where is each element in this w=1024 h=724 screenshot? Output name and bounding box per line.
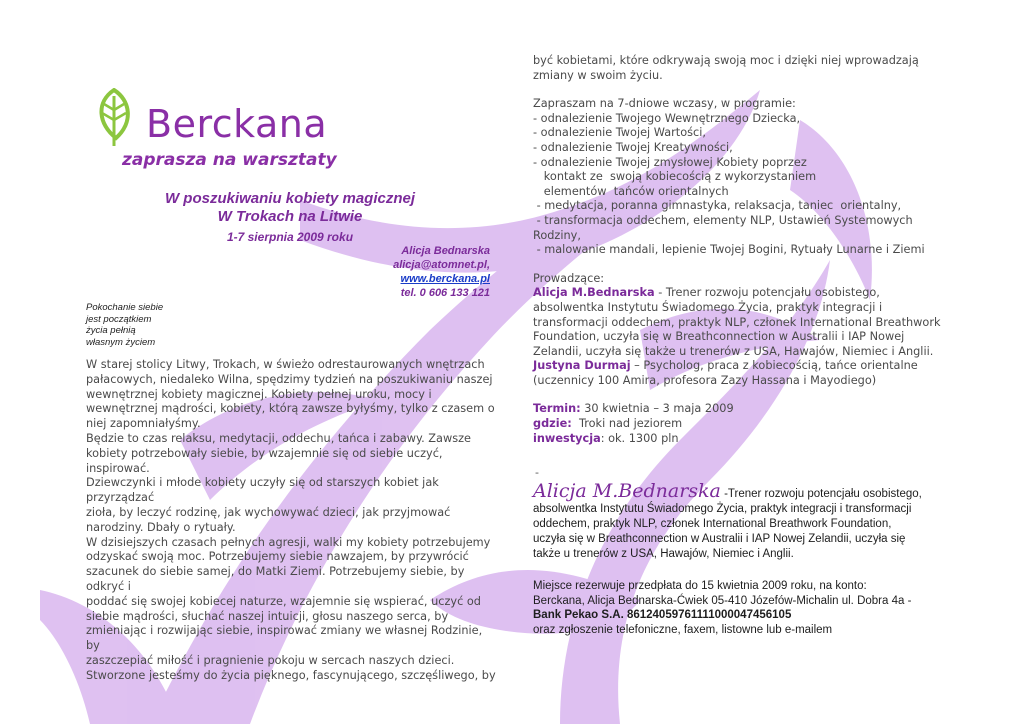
signature-block xyxy=(533,480,953,562)
signature-role: -Trener rozwoju potencjału osobistego, xyxy=(720,488,922,500)
program-item: - odnalezienie Twojej Kreatywności, xyxy=(533,140,733,154)
body-line: W dzisiejszych czasach pełnych agresji, walki my kobiety potrzebujemy xyxy=(86,535,491,549)
body-line: szacunek do siebie samej, do Matki Ziemi. Potrzebujemy siebie, by odkryć i xyxy=(86,565,465,593)
program-item: kontakt ze swoją kobiecością z wykorzystaniem xyxy=(533,170,817,184)
payment-block xyxy=(533,579,953,637)
program-item: - transformacja oddechem, elementy NLP, Ustawień Systemowych xyxy=(533,213,913,227)
website-link[interactable]: www.berckana.pl xyxy=(400,273,490,285)
motto-line: jest początkiem xyxy=(86,313,152,325)
host1-bio: Zelandii, uczyła się także u trenerów z USA, Hawajów, Niemiec i Anglii. xyxy=(533,344,934,358)
motto-line: własnym życiem xyxy=(86,336,156,348)
contact-name: Alicja Bednarska xyxy=(401,245,490,257)
inwestycja-label: inwestycja xyxy=(533,431,601,445)
gdzie-line xyxy=(533,417,953,432)
program-item: Rodziny, xyxy=(533,228,581,242)
program-item: - malowanie mandali, lepienie Twojej Bogini, Rytuały Lunarne i Ziemi xyxy=(533,243,925,257)
program-item: - medytacja, poranna gimnastyka, relaksacja, taniec orientalny, xyxy=(533,199,902,213)
body-line: zaszczepiać miłość i pragnienie pokoju w sercach naszych dzieci. xyxy=(86,653,455,667)
intro-continuation: być kobietami, które odkrywają swoją moc i dzięki niej wprowadzają xyxy=(533,54,919,67)
hosts-heading: Prowadzące: xyxy=(533,271,605,285)
body-line: wewnętrznej mądrości, kobiety, którą zawsze byłyśmy, tylko z czasem o xyxy=(86,402,495,416)
inwestycja-value: : ok. 1300 pln xyxy=(600,431,679,445)
termin-label: Termin: xyxy=(533,402,581,416)
event-title-line1: W poszukiwaniu kobiety magicznej xyxy=(164,190,416,207)
termin-value: 30 kwietnia – 3 maja 2009 xyxy=(580,402,734,416)
host1-line xyxy=(533,286,953,301)
brand-name: Berckana xyxy=(146,102,328,146)
host2-role: – Psycholog, praca z kobiecością, tańce orientalne xyxy=(630,359,918,373)
payment-line: Miejsce rezerwuje przedpłata do 15 kwietnia 2009 roku, na konto: xyxy=(533,580,867,592)
brand-tagline: zaprasza na warsztaty xyxy=(122,150,337,170)
body-line: Dziewczynki i młode kobiety uczyły się od starszych kobiet jak przyrządzać xyxy=(86,476,439,505)
intro-continuation: zmiany w swoim życiu. xyxy=(533,68,663,82)
signature-first-line xyxy=(533,480,953,502)
bank-account: Bank Pekao S.A. 86124059761111000047456105 xyxy=(533,609,792,621)
host1-bio: Foundation, uczyła się w Breathconnection w Australii i IAP Nowej xyxy=(533,330,905,344)
inwestycja-line xyxy=(533,432,953,447)
signature-bio: absolwentka Instytutu Świadomego Życia, praktyk integracji i transformacji xyxy=(533,503,912,515)
body-line: pałacowych, niedaleko Wilna, spędzimy tydzień na poszukiwaniu naszej xyxy=(86,372,493,386)
program-column xyxy=(533,54,953,446)
signature-bio: także u trenerów z USA, Hawajów, Niemiec i Anglii. xyxy=(533,548,794,560)
host2-line xyxy=(533,359,953,374)
motto-line: Pokochanie siebie xyxy=(86,302,164,313)
host1-bio: transformacji oddechem, praktyk NLP, członek International Breathwork xyxy=(533,315,941,329)
payment-line: Berckana, Alicja Bednarska-Ćwiek 05-410 Józefów-Michalin ul. Dobra 4a - xyxy=(533,594,912,607)
program-item: - odnalezienie Twojej Wartości, xyxy=(533,126,706,140)
intro-text xyxy=(86,358,498,684)
body-line: Stworzone jesteśmy do życia pięknego, fascynującego, szczęśliwego, by xyxy=(86,668,496,682)
body-line: zioła, by leczyć rodzinę, jak wychowywać dzieci, jak przyjmować xyxy=(86,505,451,519)
gdzie-value: Troki nad jeziorem xyxy=(571,417,683,431)
signature-bio: uczyła się w Breathconnection w Australii i IAP Nowej Zelandii, uczyła się xyxy=(533,533,906,545)
event-title-line2: W Trokach na Litwie xyxy=(217,208,363,225)
signature-name: Alicja M.Bednarska xyxy=(533,480,721,502)
body-line: zmieniając i rozwijając siebie, inspirować zmiany we własnej Rodzinie, by xyxy=(86,624,483,653)
body-line: W starej stolicy Litwy, Trokach, w świeżo odrestaurowanych wnętrzach xyxy=(86,358,485,371)
dash-mark: - xyxy=(535,466,539,479)
event-title-block xyxy=(150,190,430,246)
body-line: niej zapomniałyśmy. xyxy=(86,417,201,431)
body-line: Będzie to czas relaksu, medytacji, oddechu, tańca i zabawy. Zawsze xyxy=(86,431,471,445)
signature-bio: oddechem, praktyk NLP, członek International Breathwork Foundation, xyxy=(533,518,892,530)
program-item: elementów tańców orientalnych xyxy=(533,184,729,198)
leaf-logo-icon xyxy=(92,88,136,148)
payment-line: oraz zgłoszenie telefoniczne, faxem, listowne lub e-mailem xyxy=(533,623,833,636)
host2-bio: (uczennicy 100 Amira, profesora Zazy Hassana i Mayodiego) xyxy=(533,373,877,387)
host1-role: - Trener rozwoju potencjału osobistego, xyxy=(654,286,880,300)
program-heading: Zapraszam na 7-dniowe wczasy, w programie: xyxy=(533,97,796,111)
host1-bio: absolwentka Instytutu Świadomego Życia, praktyk integracji i xyxy=(533,300,883,314)
motto-line: życia pełnią xyxy=(86,325,136,336)
body-line: poddać się swojej kobiecej naturze, wzajemnie się wspierać, uczyć od xyxy=(86,594,481,608)
body-line: odzyskać swoją moc. Potrzebujemy siebie nawzajem, by przywrócić xyxy=(86,550,469,564)
host2-name: Justyna Durmaj xyxy=(533,359,631,373)
body-line: kobiety potrzebowały siebie, by wzajemnie się od siebie uczyć, inspirować. xyxy=(86,446,443,475)
contact-block xyxy=(330,244,490,300)
contact-email[interactable]: alicja@atomnet.pl, xyxy=(393,259,490,271)
body-line: siebie mądrości, słuchać naszej intuicji, głosu naszego serca, by xyxy=(86,609,449,623)
body-line: wewnętrznej kobiety magicznej. Kobiety pełnej uroku, mocy i xyxy=(86,387,432,401)
gdzie-label: gdzie: xyxy=(533,417,572,431)
motto xyxy=(86,302,226,348)
body-line: narodziny. Dbały o rytuały. xyxy=(86,520,236,534)
program-item: - odnalezienie Twojego Wewnętrznego Dziecka, xyxy=(533,111,801,125)
event-dates: 1-7 sierpnia 2009 roku xyxy=(226,230,354,244)
program-item: - odnalezienie Twojej zmysłowej Kobiety poprzez xyxy=(533,155,807,169)
contact-phone: tel. 0 606 133 121 xyxy=(400,287,490,299)
host1-name: Alicja M.Bednarska xyxy=(533,286,655,300)
termin-line xyxy=(533,402,953,417)
